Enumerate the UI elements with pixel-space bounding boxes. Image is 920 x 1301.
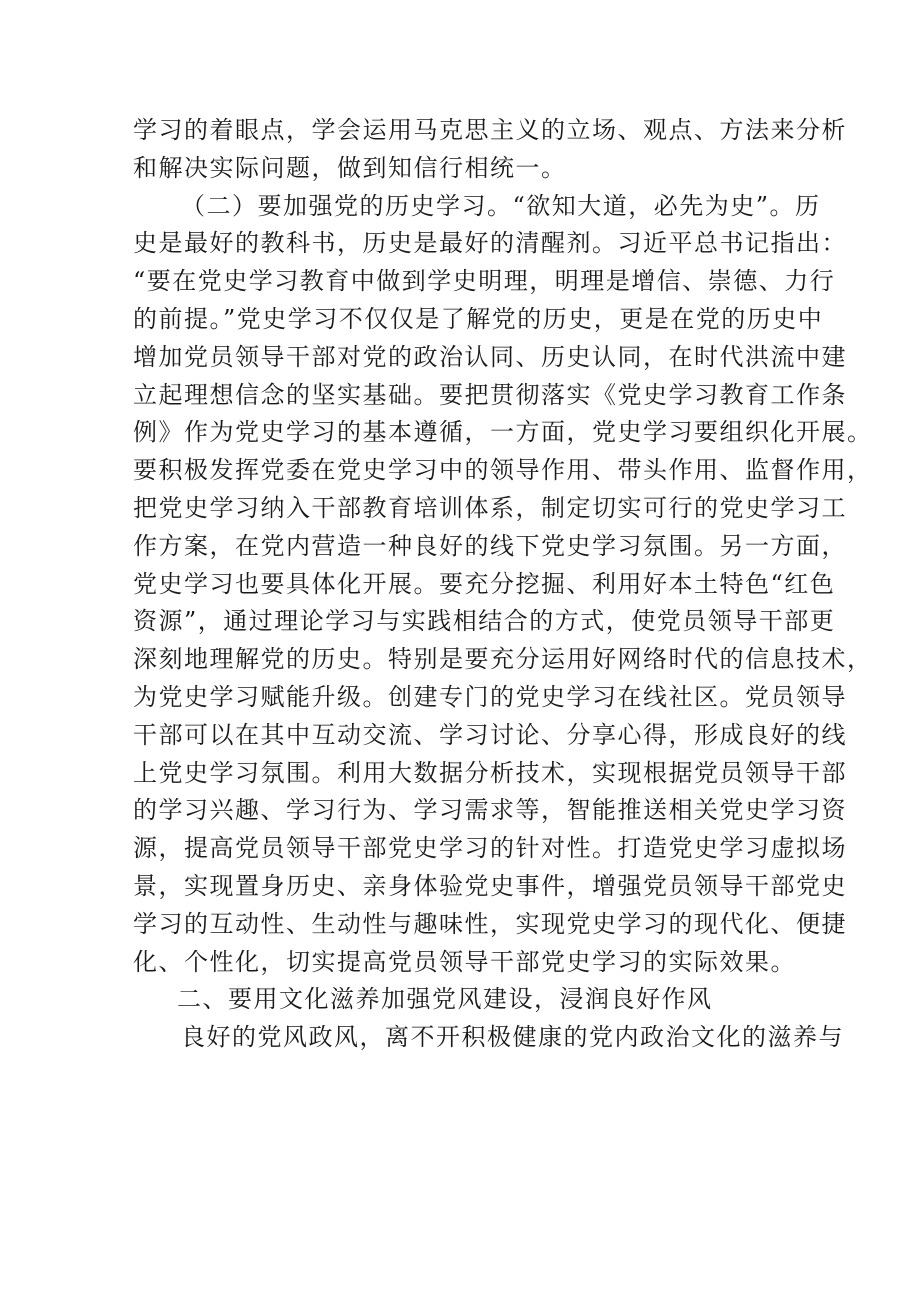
text-line: 党史学习也要具体化开展。要充分挖掘、利用好本土特色“红色 [133, 569, 836, 598]
text-line: 的前提。”党史学习不仅仅是了解党的历史，更是在党的历史中 [133, 304, 824, 333]
text-line: 化、个性化，切实提高党员领导干部党史学习的实际效果。 [133, 947, 796, 976]
text-line: 的学习兴趣、学习行为、学习需求等，智能推送相关党史学习资 [133, 796, 847, 825]
text-line: 例》作为党史学习的基本遵循，一方面，党史学习要组织化开展。 [133, 418, 873, 447]
text-line: 史是最好的教科书，历史是最好的清醒剂。习近平总书记指出： [133, 229, 847, 258]
text-line: 资源”，通过理论学习与实践相结合的方式，使党员领导干部更 [133, 607, 836, 636]
text-line: 要积极发挥党委在党史学习中的领导作用、带头作用、监督作用， [133, 456, 873, 485]
text-line: 和解决实际问题，做到知信行相统一。 [133, 153, 567, 182]
text-line: 增加党员领导干部对党的政治认同、历史认同，在时代洪流中建 [133, 342, 847, 371]
text-line: 为党史学习赋能升级。创建专门的党史学习在线社区。党员领导 [133, 682, 847, 711]
text-line: 作方案，在党内营造一种良好的线下党史学习氛围。另一方面， [133, 531, 847, 560]
text-line: 立起理想信念的坚实基础。要把贯彻落实《党史学习教育工作条 [133, 380, 847, 409]
text-line: 良好的党风政风，离不开积极健康的党内政治文化的滋养与 [181, 1023, 844, 1052]
text-line: 源，提高党员领导干部党史学习的针对性。打造党史学习虚拟场 [133, 834, 847, 863]
text-line: 深刻地理解党的历史。特别是要充分运用好网络时代的信息技术， [133, 645, 873, 674]
section-heading: 二、要用文化滋养加强党风建设，浸润良好作风 [177, 985, 713, 1014]
text-line: 景，实现置身历史、亲身体验党史事件，增强党员领导干部党史 [133, 871, 847, 900]
document-body [133, 112, 873, 1057]
text-line: “要在党史学习教育中做到学史明理，明理是增信、崇德、力行 [133, 267, 836, 296]
text-line: 上党史学习氛围。利用大数据分析技术，实现根据党员领导干部 [133, 758, 847, 787]
text-line: 把党史学习纳入干部教育培训体系，制定切实可行的党史学习工 [133, 493, 847, 522]
subsection-heading-line: （二）要加强党的历史学习。“欲知大道，必先为史”。历 [181, 191, 821, 220]
text-line: 干部可以在其中互动交流、学习讨论、分享心得，形成良好的线 [133, 720, 847, 749]
text-line: 学习的互动性、生动性与趣味性，实现党史学习的现代化、便捷 [133, 909, 847, 938]
text-line: 学习的着眼点，学会运用马克思主义的立场、观点、方法来分析 [133, 116, 847, 144]
